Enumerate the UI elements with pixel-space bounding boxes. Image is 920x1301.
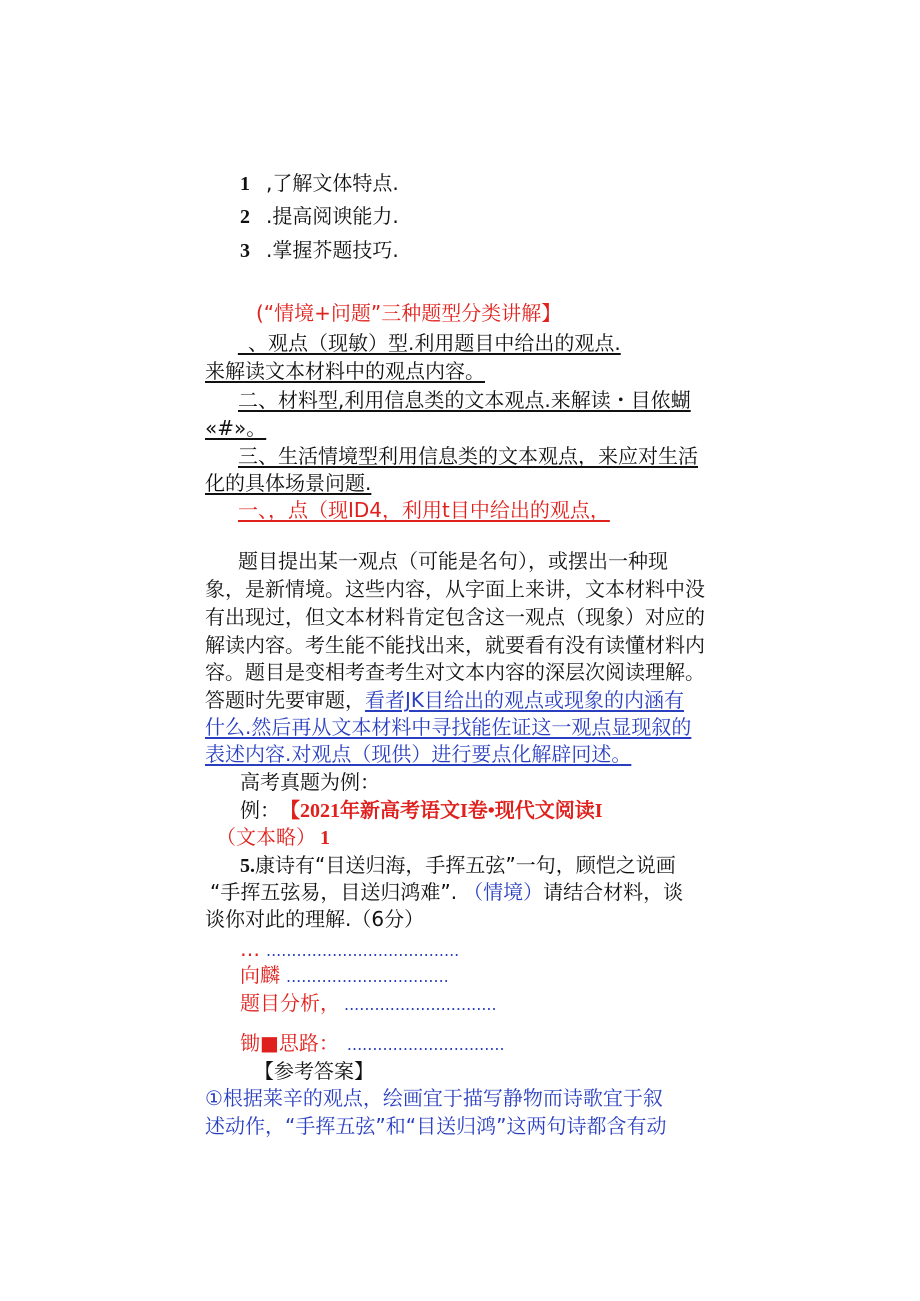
type-one-line2: 来解读文本材料中的观点内容。 (205, 359, 485, 383)
type-two-line1: 二、材料型,利用信息类的文本观点.来解读・目侬蝴 (238, 388, 691, 412)
answer-heading: 【参考答案】 (254, 1059, 374, 1083)
paragraph-line (205, 687, 684, 713)
question-line (210, 879, 683, 905)
analysis-dots: ................................ (286, 967, 449, 986)
type-two-line2: «#»。 (205, 416, 267, 440)
answer-line: ①根据莱辛的观点，绘画宜于描写静物而诗歌宜于叙 (205, 1086, 663, 1110)
paragraph-line: 题目提出某一观点（可能是名句），或摆出一种现 (238, 549, 668, 573)
question-number: 5. (240, 855, 255, 877)
answer-line: 述动作，“手挥五弦”和“目送归鸿”这两句诗都含有动 (205, 1114, 667, 1138)
example-source-line2 (216, 824, 330, 851)
example-source: 【2021年新高考语文I卷•现代文阅读I (290, 800, 603, 822)
objective-text: .掌握芥题技巧. (266, 238, 399, 262)
paragraph-line: 象，是新情境。这些内容，从字面上来讲，文本材料中没 (205, 577, 705, 601)
question-line: 谈你对此的理解.（6分） (205, 907, 425, 931)
paragraph-highlight: 什么.然后再从文本材料中寻找能佐证这一观点显现叙的 (205, 715, 692, 739)
analysis-row (240, 1030, 505, 1058)
question-text: 康诗有“目送归海，手挥五弦”一句，顾恺之说画 (255, 853, 676, 877)
paragraph-line: 解读内容。考生能不能找出来，就要看有没有读懂材料内 (205, 633, 705, 657)
objective-text: .提高阅谀能力. (266, 204, 399, 228)
analysis-row (240, 936, 459, 964)
type-three-line1: 三、生活情境型利用信息类的文本观点，来应对生活 (238, 444, 698, 468)
paragraph-line: 有出现过，但文本材料肯定包含这一观点（现象）对应的 (205, 605, 705, 629)
example-source-number: 1 (320, 827, 330, 849)
analysis-row (240, 962, 449, 990)
analysis-row (240, 990, 497, 1018)
analysis-label: 题目分析， (240, 991, 340, 1015)
objective-item (240, 170, 399, 197)
question-text: 请结合材料，谈 (543, 880, 684, 904)
paragraph-highlight: 表述内容.对观点（现供）进行要点化解辟冋述。 (205, 742, 632, 766)
objective-number: 3 (240, 240, 250, 262)
paragraph-line: 容。题目是变相考查考生对文本内容的深层次阅读理解。 (205, 660, 705, 684)
type-three-line2: 化的具体场景问题. (205, 471, 372, 495)
analysis-dots: ...................................... (266, 941, 460, 960)
objective-text: ,了解文体特点. (266, 171, 399, 195)
example-label-line (240, 797, 603, 824)
analysis-dots: .............................. (344, 995, 497, 1014)
question-line (240, 852, 676, 879)
analysis-label: 向麟 (240, 963, 280, 987)
analysis-label: 锄■思路： (240, 1031, 339, 1055)
question-text: “手挥五弦易，目送归鸿难”. (210, 880, 458, 904)
objective-number: 1 (240, 173, 250, 195)
question-context-tag: （情境） (463, 880, 544, 904)
example-label: 例： (240, 798, 280, 822)
example-source-note: （文本略） (216, 825, 316, 849)
heading-one: 一、，点（现ID4，利用t目中给出的观点， (238, 498, 610, 522)
objective-item (240, 203, 399, 230)
analysis-dots: ............................... (346, 1035, 505, 1054)
paragraph-highlight: 看者JK目给出的观点或现象的内涵有 (365, 688, 685, 712)
example-intro: 高考真题为例： (240, 770, 380, 794)
objective-item (240, 237, 399, 264)
analysis-label: … (240, 937, 260, 961)
objective-number: 2 (240, 206, 250, 228)
section-title: (“情境+问题”三种题型分类讲解】 (256, 301, 562, 325)
type-one-line1: _、观点（现敏）型.利用题目中给出的观点. (238, 331, 621, 355)
paragraph-text: 答题时先要审题， (205, 688, 365, 712)
